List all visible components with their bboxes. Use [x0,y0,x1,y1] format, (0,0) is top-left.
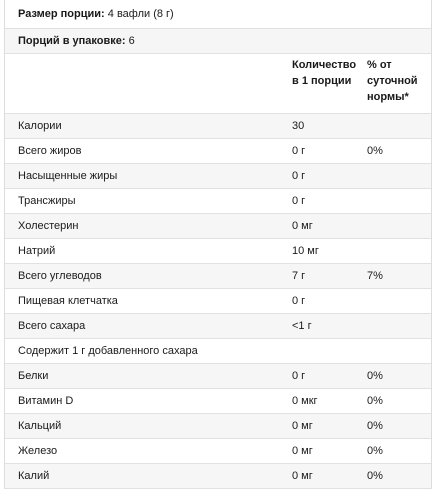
servings-per-pack [18,29,135,53]
table-row [5,339,431,364]
nutrient-amount: 30 [292,120,305,132]
serving-size-label: Размер порции: [18,8,105,20]
nutrient-amount: 10 мг [292,245,319,257]
table-row [5,364,431,389]
nutrient-amount: 0 г [292,170,306,182]
nutrient-name: Калий [18,470,50,482]
nutrient-name: Всего жиров [18,145,82,157]
table-row [5,414,431,439]
table-row [5,314,431,339]
nutrition-facts-panel [4,0,432,489]
table-row [5,464,431,489]
nutrient-amount: 0 мг [292,220,313,232]
nutrient-name: Содержит 1 г добавленного сахара [18,345,198,357]
table-row [5,389,431,414]
daily-value-column-header: % от суточной нормы* [367,59,418,103]
nutrient-name: Холестерин [18,220,79,232]
nutrient-name: Витамин D [18,395,74,407]
nutrient-amount: 0 г [292,295,306,307]
servings-per-pack-value: 6 [128,35,135,47]
nutrient-amount: 0 мг [292,420,313,432]
table-row [5,239,431,264]
nutrient-daily-value: 0% [367,395,383,407]
table-row [5,289,431,314]
nutrient-daily-value: 0% [367,470,383,482]
nutrient-amount: 0 г [292,195,306,207]
table-row [5,214,431,239]
table-row [5,439,431,464]
table-row [5,189,431,214]
nutrient-daily-value: 0% [367,420,383,432]
nutrient-name: Натрий [18,245,56,257]
nutrient-amount: 0 мг [292,470,313,482]
table-header-row [5,54,431,114]
nutrient-amount: <1 г [292,320,312,332]
nutrient-amount: 7 г [292,270,306,282]
nutrient-daily-value: 0% [367,370,383,382]
serving-size-row [5,0,431,29]
servings-per-pack-label: Порций в упаковке: [18,35,126,47]
nutrient-amount: 0 г [292,145,306,157]
nutrient-amount: 0 мг [292,445,313,457]
nutrient-daily-value: 7% [367,270,383,282]
nutrient-name: Насыщенные жиры [18,170,118,182]
nutrient-name: Трансжиры [18,195,76,207]
nutrient-amount: 0 г [292,370,306,382]
nutrient-name: Кальций [18,420,62,432]
table-row [5,139,431,164]
nutrient-name: Всего углеводов [18,270,102,282]
nutrient-name: Железо [18,445,58,457]
table-row [5,164,431,189]
nutrient-name: Всего сахара [18,320,86,332]
table-row [5,264,431,289]
nutrient-amount: 0 мкг [292,395,318,407]
nutrient-name: Белки [18,370,49,382]
servings-per-pack-row [5,29,431,54]
nutrient-rows [5,114,431,489]
table-row [5,114,431,139]
nutrient-name: Пищевая клетчатка [18,295,118,307]
serving-size [18,0,174,28]
nutrient-daily-value: 0% [367,445,383,457]
serving-size-value: 4 вафли (8 г) [107,8,174,20]
amount-column-header: Количество в 1 порции [292,59,357,87]
nutrient-daily-value: 0% [367,145,383,157]
nutrient-name: Калории [18,120,62,132]
